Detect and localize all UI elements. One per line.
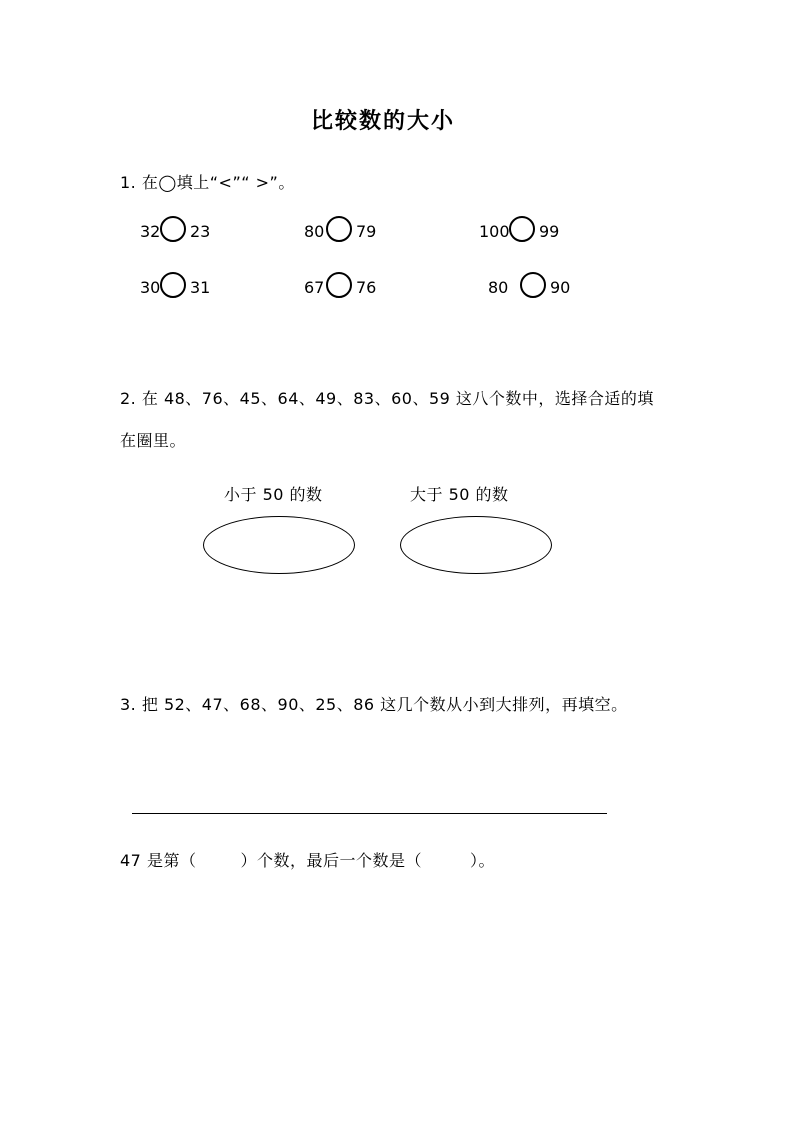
answer-circle[interactable] — [326, 216, 352, 242]
compare-left-number: 30 — [140, 278, 161, 297]
answer-circle[interactable] — [326, 272, 352, 298]
compare-left-number: 80 — [304, 222, 325, 241]
set-greater-label: 大于 50 的数 — [410, 485, 509, 504]
compare-right-number: 90 — [550, 278, 571, 297]
q3-fill-blank — [120, 848, 495, 871]
compare-right-number: 79 — [356, 222, 377, 241]
q2-prompt-line2: 在圈里。 — [120, 431, 187, 450]
set-less-label: 小于 50 的数 — [224, 485, 323, 504]
fill-text-part3: ）。 — [469, 851, 495, 870]
fill-text-part1: 47 是第（ — [120, 851, 197, 870]
compare-right-number: 31 — [190, 278, 211, 297]
answer-circle[interactable] — [520, 272, 546, 298]
compare-right-number: 99 — [539, 222, 560, 241]
answer-circle[interactable] — [509, 216, 535, 242]
fill-text-part2: ）个数，最后一个数是（ — [240, 851, 422, 870]
q3-prompt: 3. 把 52、47、68、90、25、86 这几个数从小到大排列，再填空。 — [120, 695, 628, 714]
answer-circle[interactable] — [160, 216, 186, 242]
compare-left-number: 67 — [304, 278, 325, 297]
compare-left-number: 32 — [140, 222, 161, 241]
compare-left-number: 80 — [488, 278, 509, 297]
answer-circle[interactable] — [160, 272, 186, 298]
compare-right-number: 23 — [190, 222, 211, 241]
set-greater-oval[interactable] — [400, 516, 552, 574]
answer-line[interactable] — [132, 813, 607, 814]
q1-prompt: 1. 在◯填上“<”“ >”。 — [120, 173, 295, 192]
q2-prompt-line1: 2. 在 48、76、45、64、49、83、60、59 这八个数中，选择合适的填 — [120, 389, 654, 408]
set-less-oval[interactable] — [203, 516, 355, 574]
page-title: 比较数的大小 — [311, 109, 456, 134]
compare-left-number: 100 — [479, 222, 510, 241]
compare-right-number: 76 — [356, 278, 377, 297]
